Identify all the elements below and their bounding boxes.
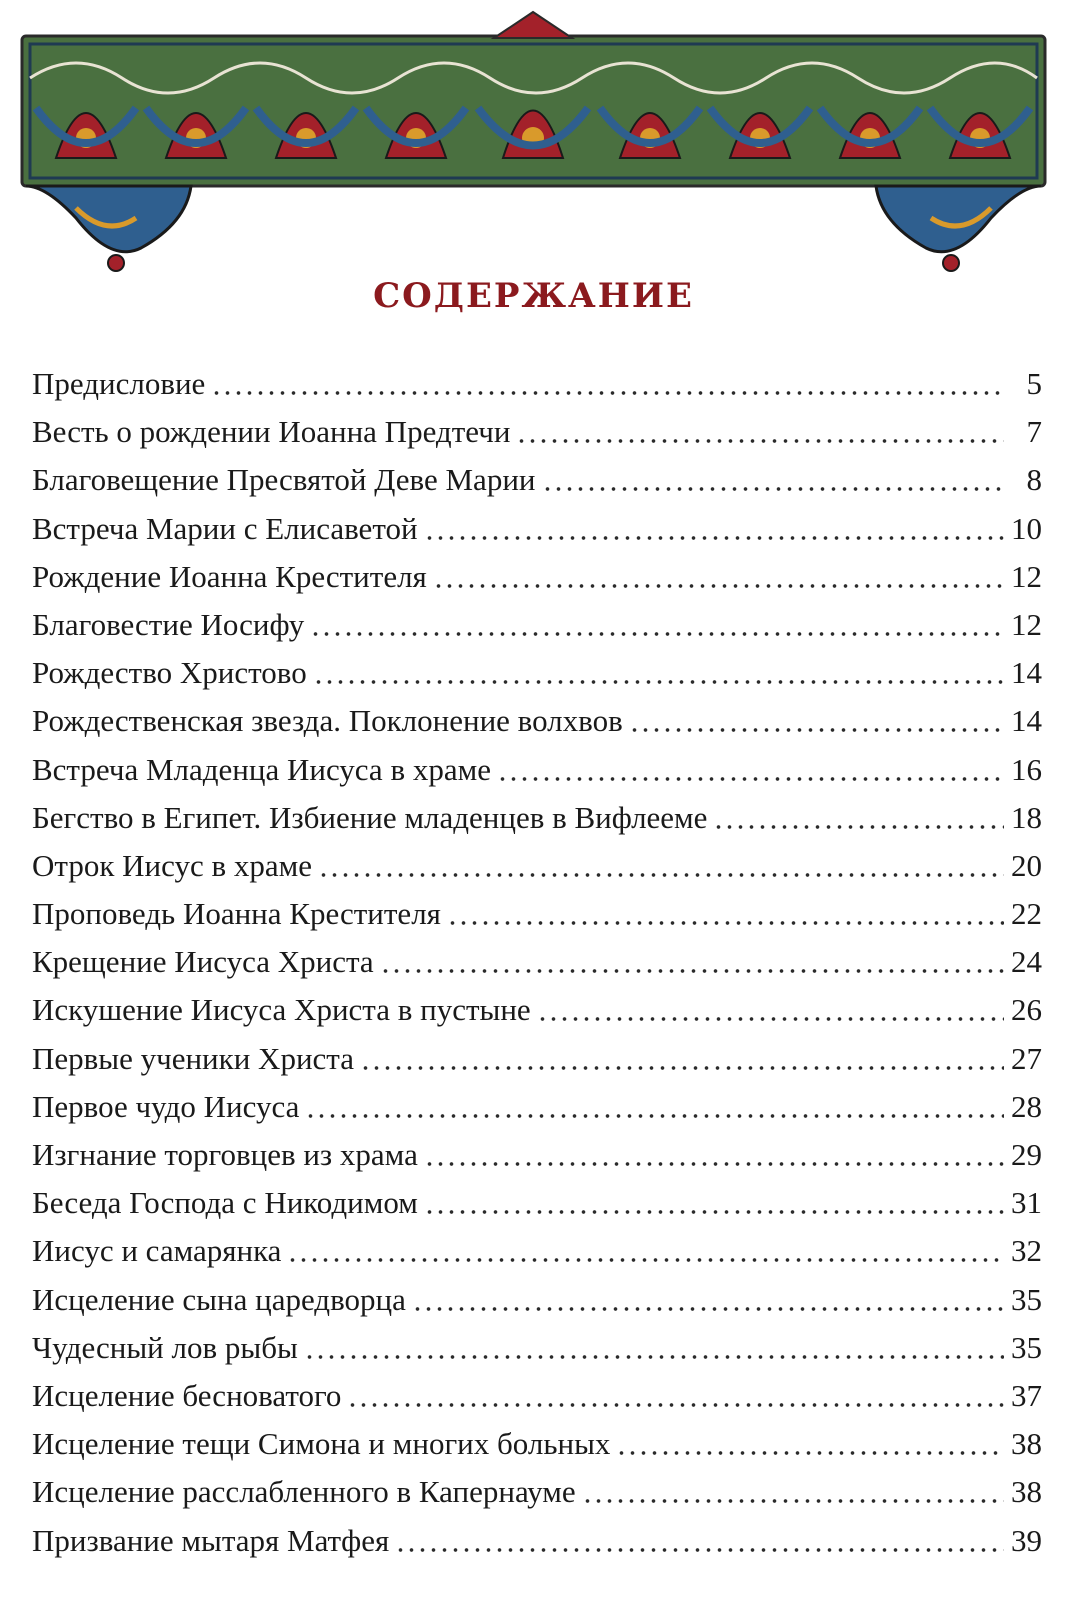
toc-entry[interactable]	[32, 938, 1042, 986]
toc-entry-title: Рождение Иоанна Крестителя	[32, 558, 427, 594]
toc-entry[interactable]	[32, 890, 1042, 938]
toc-entry[interactable]	[32, 505, 1042, 553]
toc-entry-page: 10	[1011, 510, 1042, 546]
toc-entry-title: Иисус и самарянка	[32, 1233, 282, 1269]
toc-entry[interactable]	[32, 697, 1042, 745]
toc-entry-page: 28	[1011, 1088, 1042, 1124]
toc-entry-title: Рождественская звезда. Поклонение волхвов	[32, 703, 623, 739]
dot-leader	[395, 1522, 1004, 1553]
toc-entry-page: 38	[1011, 1426, 1042, 1462]
dot-leader	[211, 365, 1004, 396]
dot-leader	[412, 1281, 1004, 1312]
toc-entry[interactable]	[32, 1035, 1042, 1083]
header-ornament	[16, 8, 1051, 278]
toc-entry-title: Чудесный лов рыбы	[32, 1329, 298, 1365]
toc-entry-title: Проповедь Иоанна Крестителя	[32, 896, 441, 932]
ornament-crown	[494, 12, 572, 38]
toc-entry-title: Изгнание торговцев из храма	[32, 1137, 418, 1172]
dot-leader	[516, 413, 1004, 444]
toc-entry-page: 16	[1011, 751, 1042, 787]
toc-entry-page: 7	[1026, 414, 1042, 450]
toc-entry[interactable]	[32, 1372, 1042, 1420]
toc-entry[interactable]	[32, 1227, 1042, 1275]
toc-entry-title: Искушение Иисуса Христа в пустыне	[32, 992, 531, 1028]
dot-leader	[360, 1040, 1004, 1071]
dot-leader	[287, 1232, 1004, 1263]
contents-heading: СОДЕРЖАНИЕ	[373, 276, 694, 316]
toc-entry-page: 18	[1011, 799, 1042, 835]
toc-entry-title: Беседа Господа с Никодимом	[32, 1185, 418, 1221]
dot-leader	[582, 1473, 1004, 1504]
dot-leader	[537, 991, 1004, 1022]
dot-leader	[629, 702, 1004, 733]
toc-entry-title: Призвание мытаря Матфея	[32, 1522, 390, 1558]
dot-leader	[424, 1136, 1004, 1167]
toc-entry[interactable]	[32, 1420, 1042, 1468]
toc-entry[interactable]	[32, 649, 1042, 697]
toc-entry-page: 24	[1011, 944, 1042, 980]
toc-entry-page: 35	[1011, 1329, 1042, 1365]
toc-entry-title: Крещение Иисуса Христа	[32, 944, 374, 980]
toc-entry-title: Рождество Христово	[32, 655, 307, 691]
dot-leader	[497, 751, 1004, 782]
toc-entry[interactable]	[32, 360, 1042, 408]
toc-entry[interactable]	[32, 1276, 1042, 1324]
toc-entry-title: Благовестие Иосифу	[32, 606, 305, 642]
toc-entry[interactable]	[32, 1083, 1042, 1131]
toc-entry-page: 26	[1011, 992, 1042, 1028]
toc-entry-title: Встреча Марии с Елисаветой	[32, 510, 418, 546]
toc-entry-page: 20	[1011, 847, 1042, 883]
toc-entry[interactable]	[32, 408, 1042, 456]
toc-entry-page: 14	[1011, 655, 1042, 691]
toc-entry-page: 5	[1026, 366, 1042, 401]
toc-entry-title: Благовещение Пресвятой Деве Марии	[32, 462, 536, 498]
toc-entry[interactable]	[32, 1468, 1042, 1516]
dot-leader	[542, 461, 1005, 492]
toc-entry[interactable]	[32, 986, 1042, 1034]
toc-entry-title: Встреча Младенца Иисуса в храме	[32, 751, 491, 787]
dot-leader	[318, 847, 1004, 878]
toc-entry[interactable]	[32, 746, 1042, 794]
toc-entry-title: Исцеление бесноватого	[32, 1377, 342, 1413]
dot-leader	[313, 654, 1004, 685]
dot-leader	[713, 799, 1004, 830]
toc-entry-title: Первые ученики Христа	[32, 1040, 354, 1076]
toc-entry[interactable]	[32, 842, 1042, 890]
toc-entry-page: 14	[1011, 703, 1042, 739]
toc-entry-page: 8	[1026, 462, 1042, 498]
ornament-left-pendant	[26, 186, 191, 271]
toc-entry-title: Бегство в Египет. Избиение младенцев в Вифлееме	[32, 799, 708, 835]
dot-leader	[380, 943, 1004, 974]
toc-entry-page: 37	[1011, 1377, 1042, 1413]
ornament-right-pendant	[876, 186, 1041, 271]
toc-entry[interactable]	[32, 553, 1042, 601]
dot-leader	[616, 1425, 1004, 1456]
dot-leader	[424, 510, 1004, 541]
dot-leader	[304, 1329, 1004, 1360]
toc-entry[interactable]	[32, 601, 1042, 649]
toc-entry-title: Весть о рождении Иоанна Предтечи	[32, 414, 511, 450]
toc-entry-title: Исцеление тещи Симона и многих больных	[32, 1426, 611, 1462]
toc-entry[interactable]	[32, 794, 1042, 842]
toc-entry-page: 29	[1011, 1137, 1042, 1172]
toc-entry-page: 27	[1011, 1040, 1042, 1076]
dot-leader	[424, 1184, 1004, 1215]
toc-entry-page: 12	[1011, 558, 1042, 594]
toc-entry-page: 12	[1011, 606, 1042, 642]
dot-leader	[447, 895, 1004, 926]
toc-entry-page: 35	[1011, 1281, 1042, 1317]
table-of-contents	[32, 360, 1042, 1565]
toc-entry[interactable]	[32, 1131, 1042, 1179]
toc-entry-title: Отрок Иисус в храме	[32, 847, 312, 883]
dot-leader	[347, 1377, 1004, 1408]
toc-entry-page: 32	[1011, 1233, 1042, 1269]
toc-entry[interactable]	[32, 456, 1042, 504]
toc-entry-title: Первое чудо Иисуса	[32, 1088, 300, 1124]
dot-leader	[305, 1088, 1004, 1119]
toc-entry[interactable]	[32, 1324, 1042, 1372]
dot-leader	[433, 558, 1004, 589]
toc-entry[interactable]	[32, 1517, 1042, 1565]
toc-entry-title: Исцеление расслабленного в Капернауме	[32, 1474, 576, 1510]
toc-entry-page: 39	[1011, 1522, 1042, 1558]
toc-entry[interactable]	[32, 1179, 1042, 1227]
toc-entry-title: Исцеление сына царедворца	[32, 1281, 406, 1317]
toc-entry-page: 22	[1011, 896, 1042, 932]
dot-leader	[310, 606, 1004, 637]
toc-entry-page: 31	[1011, 1185, 1042, 1221]
toc-entry-page: 38	[1011, 1474, 1042, 1510]
toc-entry-title: Предисловие	[32, 366, 206, 401]
